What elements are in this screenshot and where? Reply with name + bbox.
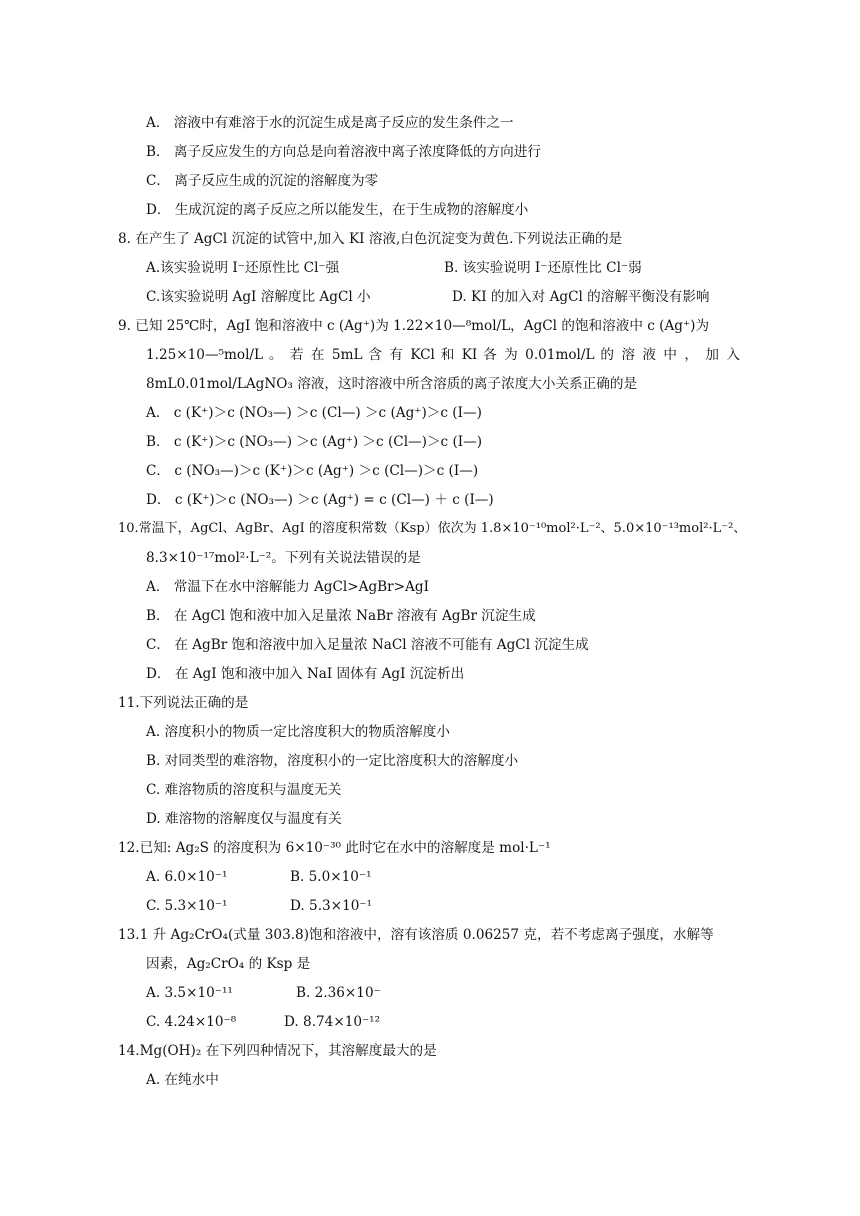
q7-option-b: B． 离子反应发生的方向总是向着溶液中离子浓度降低的方向进行 xyxy=(146,144,541,160)
q13-option-d: D. 8.74×10⁻¹² xyxy=(284,1014,381,1030)
q14-stem: 14.Mg(OH)₂ 在下列四种情况下，其溶解度最大的是 xyxy=(118,1043,437,1059)
q10-stem-line-1: 10.常温下，AgCl、AgBr、AgI 的溶度积常数（Ksp）依次为 1.8×10⁻¹⁰mol²·L⁻²、5.0×10⁻¹³mol²·L⁻²、 xyxy=(118,521,747,536)
q10-option-d: D． 在 AgI 饱和液中加入 NaI 固体有 AgI 沉淀析出 xyxy=(146,666,465,682)
q8-stem: 8. 在产生了 AgCl 沉淀的试管中,加入 KI 溶液,白色沉淀变为黄色.下列说法正确的是 xyxy=(118,231,623,247)
q9-option-c: C． c (NO₃—)＞c (K⁺)＞c (Ag⁺) ＞c (Cl—)＞c (I—) xyxy=(146,463,479,479)
q8-option-d: D. KI 的加入对 AgCl 的溶解平衡没有影响 xyxy=(452,289,710,305)
q12-option-d: D. 5.3×10⁻¹ xyxy=(290,898,372,914)
q8-option-c: C.该实验说明 AgI 溶解度比 AgCl 小 xyxy=(146,289,371,305)
q11-option-b: B. 对同类型的难溶物，溶度积小的一定比溶度积大的溶解度小 xyxy=(146,753,519,769)
q10-stem-line-2: 8.3×10⁻¹⁷mol²·L⁻²。下列有关说法错误的是 xyxy=(146,550,421,566)
q7-option-c: C． 离子反应生成的沉淀的溶解度为零 xyxy=(146,173,379,189)
q13-option-a: A. 3.5×10⁻¹¹ xyxy=(146,985,233,1001)
q10-option-a: A． 常温下在水中溶解能力 AgCl>AgBr>AgI xyxy=(146,579,429,595)
q13-option-b: B. 2.36×10⁻ xyxy=(296,985,381,1001)
q9-stem-line-2: 1.25×10—⁵mol/L 。 若 在 5mL 含 有 KCl 和 KI 各 为 0.01mol/L 的 溶 液 中 ， 加 入 xyxy=(146,347,740,363)
q11-option-c: C. 难溶物质的溶度积与温度无关 xyxy=(146,782,342,798)
q12-stem: 12.已知: Ag₂S 的溶度积为 6×10⁻³⁰ 此时它在水中的溶解度是 mol·L⁻¹ xyxy=(118,840,551,856)
q8-option-b: B. 该实验说明 I⁻还原性比 Cl⁻弱 xyxy=(444,260,642,276)
q12-option-c: C. 5.3×10⁻¹ xyxy=(146,898,228,914)
q9-stem-line-1: 9. 已知 25℃时，AgI 饱和溶液中 c (Ag⁺)为 1.22×10—⁸mol/L，AgCl 的饱和溶液中 c (Ag⁺)为 xyxy=(118,318,710,334)
q12-option-a: A. 6.0×10⁻¹ xyxy=(146,869,228,885)
q14-option-a: A. 在纯水中 xyxy=(146,1072,219,1088)
q11-stem: 11.下列说法正确的是 xyxy=(118,695,249,711)
q9-option-d: D． c (K⁺)＞c (NO₃—) ＞c (Ag⁺) = c (Cl—) ＋ c (I—) xyxy=(146,492,494,508)
q11-option-d: D. 难溶物的溶解度仅与温度有关 xyxy=(146,811,342,827)
q9-stem-line-3: 8mL0.01mol/LAgNO₃ 溶液，这时溶液中所含溶质的离子浓度大小关系正确的是 xyxy=(146,376,638,392)
q8-option-a: A.该实验说明 I⁻还原性比 Cl⁻强 xyxy=(146,260,340,276)
q13-stem-line-2: 因素，Ag₂CrO₄ 的 Ksp 是 xyxy=(146,956,311,972)
q13-stem-line-1: 13.1 升 Ag₂CrO₄(式量 303.8)饱和溶液中，溶有该溶质 0.06257 克，若不考虑离子强度，水解等 xyxy=(118,927,714,943)
q7-option-d: D． 生成沉淀的离子反应之所以能发生，在于生成物的溶解度小 xyxy=(146,202,529,218)
q9-option-b: B． c (K⁺)＞c (NO₃—) ＞c (Ag⁺) ＞c (Cl—)＞c (I—) xyxy=(146,434,483,450)
q12-option-b: B. 5.0×10⁻¹ xyxy=(290,869,372,885)
q11-option-a: A. 溶度积小的物质一定比溶度积大的物质溶解度小 xyxy=(146,724,450,740)
q10-option-c: C． 在 AgBr 饱和溶液中加入足量浓 NaCl 溶液不可能有 AgCl 沉淀生成 xyxy=(146,637,589,653)
q13-option-c: C. 4.24×10⁻⁸ xyxy=(146,1014,237,1030)
q7-option-a: A． 溶液中有难溶于水的沉淀生成是离子反应的发生条件之一 xyxy=(146,115,514,131)
q9-option-a: A． c (K⁺)＞c (NO₃—) ＞c (Cl—) ＞c (Ag⁺)＞c (I—) xyxy=(146,405,482,421)
q10-option-b: B． 在 AgCl 饱和液中加入足量浓 NaBr 溶液有 AgBr 沉淀生成 xyxy=(146,608,536,624)
